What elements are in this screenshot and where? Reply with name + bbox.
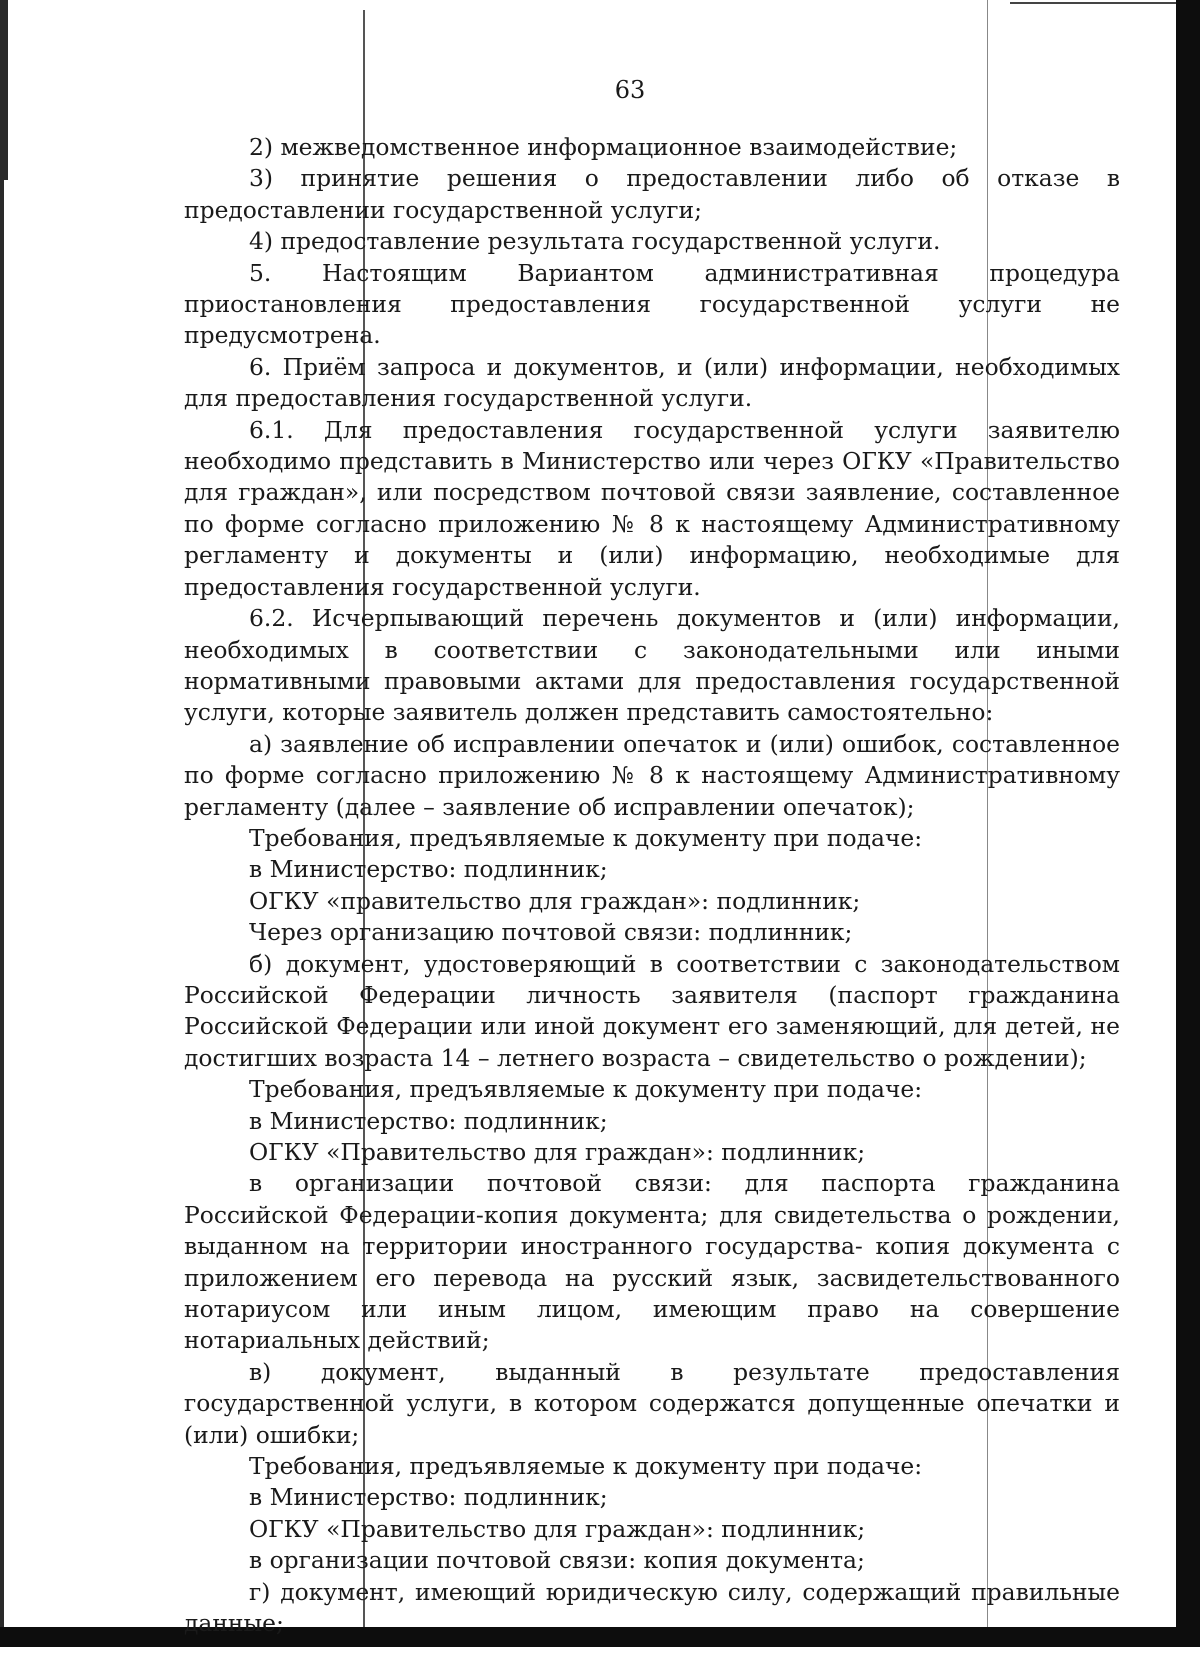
paragraph: 6.2. Исчерпывающий перечень документов и (или) информации, необходимых в соответствии с законодательными или иными нормативными правовыми актами для предоставления государственной услуги, которые заявитель должен представить самостоятельно: [184, 604, 1120, 727]
page-number: 63 [614, 76, 646, 104]
paragraph: ОГКУ «правительство для граждан»: подлинник; [249, 886, 861, 915]
paragraph: 6.1. Для предоставления государственной услуги заявителю необходимо представить в Министерство или через ОГКУ «Правительство для граждан», или посредством почтовой связи заявление, составленное по форме согласно приложению № 8 к настоящему Административному регламенту и документы и (или) информацию, необходимые для предоставления государственной услуги. [184, 415, 1120, 601]
paragraph: в организации почтовой связи: для паспорта гражданина Российской Федерации-копия документа; для свидетельства о рождении, выданном на территории иностранного государства- копия документа с приложением его перевода на русский язык, засвидетельствованного нотариусом или иным лицом, имеющим право на совершение нотариальных действий; [184, 1169, 1120, 1355]
paragraph: ОГКУ «Правительство для граждан»: подлинник; [249, 1514, 866, 1543]
paragraph: в Министерство: подлинник; [249, 1483, 608, 1512]
scan-right-edge [1176, 0, 1200, 1679]
paragraph: Требования, предъявляемые к документу при подаче: [249, 1452, 923, 1481]
paragraph: в организации почтовой связи: копия документа; [249, 1546, 865, 1575]
paragraph: г) документ, имеющий юридическую силу, содержащий правильные данные; [184, 1577, 1120, 1638]
paragraph: 4) предоставление результата государственной услуги. [249, 227, 941, 256]
paragraph: Требования, предъявляемые к документу при подаче: [249, 1075, 923, 1104]
paragraph: 2) межведомственное информационное взаимодействие; [249, 133, 958, 161]
paragraph: 3) принятие решения о предоставлении либо об отказе в предоставлении государственной услуги; [184, 164, 1120, 224]
paragraph: б) документ, удостоверяющий в соответствии с законодательством Российской Федерации личность заявителя (паспорт гражданина Российской Федерации или иной документ его заменяющий, для детей, не достигших возраста 14 – летнего возраста – свидетельство о рождении); [184, 949, 1120, 1072]
paragraph: в Министерство: подлинник; [249, 855, 608, 884]
paragraph: в) документ, выданный в результате предоставления государственной услуги, в котором содержатся допущенные опечатки и (или) ошибки; [184, 1357, 1120, 1449]
paragraph: Через организацию почтовой связи: подлинник; [249, 918, 853, 947]
paragraph: 5. Настоящим Вариантом административная процедура приостановления предоставления государственной услуги не предусмотрена. [184, 258, 1120, 350]
scan-left-edge-lower [0, 180, 4, 1679]
scan-top-right-line [1010, 2, 1200, 4]
paragraph: Требования, предъявляемые к документу при подаче: [249, 823, 923, 852]
paragraph: а) заявление об исправлении опечаток и (или) ошибок, составленное по форме согласно приложению № 8 к настоящему Административному регламенту (далее – заявление об исправлении опечаток); [184, 729, 1120, 821]
document-body [184, 132, 1120, 1640]
paragraph: 6. Приём запроса и документов, и (или) информации, необходимых для предоставления государственной услуги. [184, 352, 1120, 413]
scan-bottom-edge [0, 1647, 1200, 1679]
paragraph: в Министерство: подлинник; [249, 1106, 608, 1135]
scan-left-edge [0, 0, 8, 180]
paragraph: ОГКУ «Правительство для граждан»: подлинник; [249, 1138, 866, 1166]
